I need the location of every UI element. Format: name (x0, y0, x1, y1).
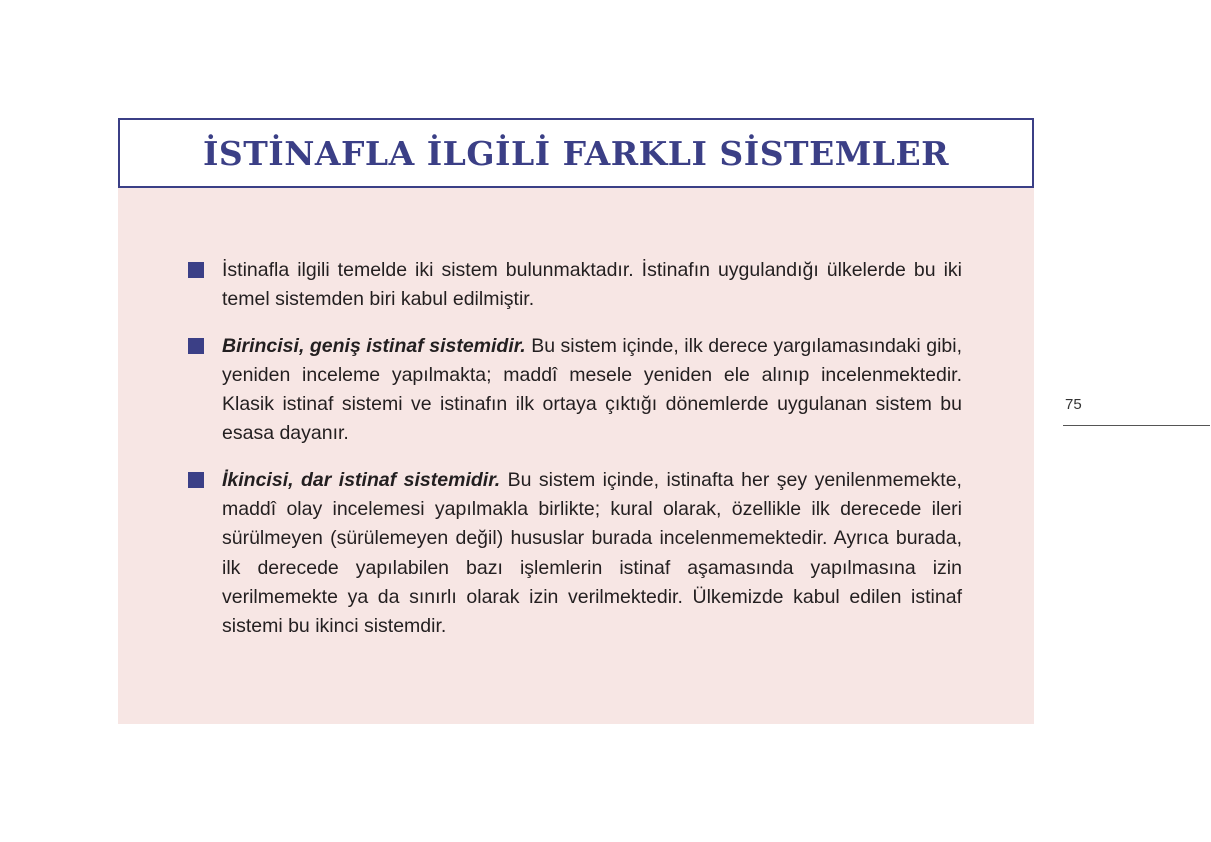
list-item-text (222, 466, 962, 642)
page-title: İSTİNAFLA İLGİLİ FARKLI SİSTEMLER (202, 133, 950, 173)
page-number-rule (1063, 425, 1210, 426)
list-item-lead: İkincisi, dar istinaf sistemidir. (222, 468, 501, 491)
list-item (188, 466, 962, 642)
list-item-lead: Birincisi, geniş istinaf sistemidir. (222, 334, 526, 357)
list-item (188, 256, 962, 315)
square-bullet-icon (188, 262, 204, 278)
list-item-body: Bu sistem içinde, istinafta her şey yenilenmemekte, maddî olay incelemesi yapılmakla birlikte; kural olarak, özellikle ilk derecede ileri sürülmeyen (sürülemeyen değil) hususlar burada incelenmemektedir. Ayrıca burada, ilk derecede yapılabilen bazı işlemlerin istinaf aşamasında yapılmasına izin verilmemekte ya da sınırlı olarak izin verilmektedir. Ülkemizde kabul edilen istinaf sistemi bu ikinci sistemdir. (222, 468, 962, 638)
square-bullet-icon (188, 472, 204, 488)
bullet-list (188, 256, 962, 659)
list-item-body: Bu sistem içinde, ilk derece yargılamasındaki gibi, yeniden inceleme yapılmakta; maddî mesele yeniden ele alınıp incelenmektedir. Klasik istinaf sistemi ve istinafın ilk ortaya çıktığı dönemlerde uygulanan sistem bu esasa dayanır. (222, 334, 962, 445)
page-number: 75 (1065, 396, 1082, 413)
square-bullet-icon (188, 338, 204, 354)
title-box (118, 118, 1034, 188)
list-item (188, 332, 962, 449)
list-item-text (222, 332, 962, 449)
list-item-body: İstinafla ilgili temelde iki sistem bulunmaktadır. İstinafın uygulandığı ülkelerde bu iki temel sistemden biri kabul edilmiştir. (222, 259, 962, 311)
list-item-text (222, 256, 962, 315)
